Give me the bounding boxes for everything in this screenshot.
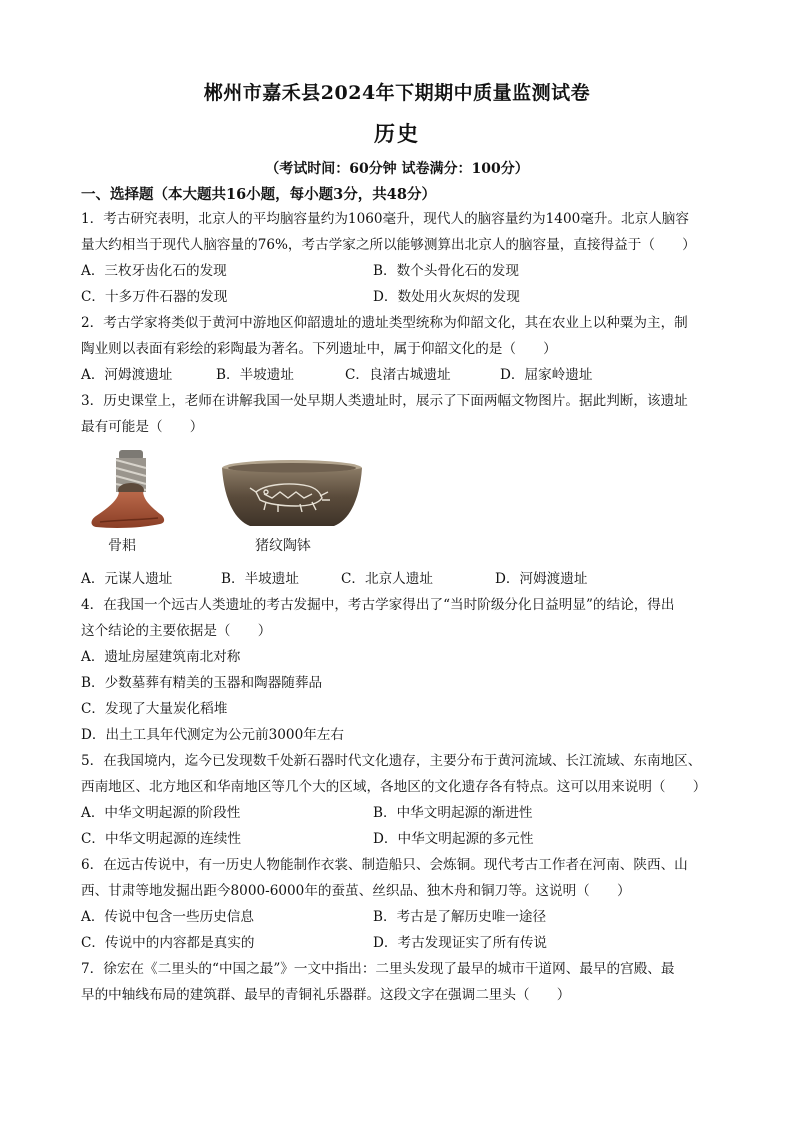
q4-stem-line1: 4．在我国一个远古人类遗址的考古发掘中，考古学家得出了“当时阶级分化日益明显”的结论，得出: [81, 597, 675, 613]
q1-option-c[interactable]: C．十多万件石器的发现: [81, 289, 228, 305]
exam-info: （考试时间：60分钟 试卷满分：100分）: [265, 161, 529, 177]
q4-option-a[interactable]: A．遗址房屋建筑南北对称: [81, 649, 241, 665]
q3-option-c[interactable]: C．北京人遗址: [341, 571, 433, 587]
q6-option-c[interactable]: C．传说中的内容都是真实的: [81, 935, 255, 951]
q3-stem-line2: 最有可能是（ ）: [81, 419, 204, 435]
q1-stem-line2: 量大约相当于现代人脑容量的76%，考古学家之所以能够测算出北京人的脑容量，直接得益于（ ）: [81, 237, 696, 253]
q1-option-a[interactable]: A．三枚牙齿化石的发现: [81, 263, 227, 279]
q2-option-b[interactable]: B．半坡遗址: [216, 367, 294, 383]
q2-option-c[interactable]: C．良渚古城遗址: [345, 367, 451, 383]
q5-option-a[interactable]: A．中华文明起源的阶段性: [81, 805, 241, 821]
q5-option-b[interactable]: B．中华文明起源的渐进性: [373, 805, 533, 821]
q4-stem-line2: 这个结论的主要依据是（ ）: [81, 623, 272, 639]
q1-option-d[interactable]: D．数处用火灰烬的发现: [373, 289, 520, 305]
bone-spade-image: [86, 446, 166, 532]
exam-title: 郴州市嘉禾县2024年下期期中质量监测试卷: [203, 82, 591, 104]
q6-option-a[interactable]: A．传说中包含一些历史信息: [81, 909, 254, 925]
q6-option-d[interactable]: D．考古发现证实了所有传说: [373, 935, 548, 951]
bone-spade-caption: 骨耜: [108, 538, 136, 554]
q4-option-c[interactable]: C．发现了大量炭化稻堆: [81, 701, 228, 717]
subject-title: 历史: [374, 121, 420, 146]
q4-option-d[interactable]: D．出土工具年代测定为公元前3000年左右: [81, 727, 344, 743]
q6-stem-line1: 6．在远古传说中，有一历史人物能制作衣裳、制造船只、会炼铜。现代考古工作者在河南、陕西、山: [81, 857, 688, 873]
q5-stem-line2: 西南地区、北方地区和华南地区等几个大的区域，各地区的文化遗存各有特点。这可以用来说明（ ）: [81, 779, 707, 795]
q1-stem-line1: 1．考古研究表明，北京人的平均脑容量约为1060毫升，现代人的脑容量约为1400毫升。北京人脑容: [81, 211, 689, 227]
q1-option-b[interactable]: B．数个头骨化石的发现: [373, 263, 519, 279]
q2-option-d[interactable]: D．屈家岭遗址: [500, 367, 593, 383]
q3-option-a[interactable]: A．元谋人遗址: [81, 571, 173, 587]
q4-option-b[interactable]: B．少数墓葬有精美的玉器和陶器随葬品: [81, 675, 323, 691]
q6-stem-line2: 西、甘肃等地发掘出距今8000-6000年的蚕茧、丝织品、独木舟和铜刀等。这说明（ ）: [81, 883, 631, 899]
q5-stem-line1: 5．在我国境内，迄今已发现数千处新石器时代文化遗存，主要分布于黄河流域、长江流域、东南地区、: [81, 753, 702, 769]
q6-option-b[interactable]: B．考古是了解历史唯一途径: [373, 909, 547, 925]
q3-option-d[interactable]: D．河姆渡遗址: [495, 571, 588, 587]
pig-bowl-caption: 猪纹陶钵: [255, 538, 311, 554]
q2-stem-line2: 陶业则以表面有彩绘的彩陶最为著名。下列遗址中，属于仰韶文化的是（ ）: [81, 341, 557, 357]
q5-option-d[interactable]: D．中华文明起源的多元性: [373, 831, 534, 847]
q3-stem-line1: 3．历史课堂上，老师在讲解我国一处早期人类遗址时，展示了下面两幅文物图片。据此判断，该遗址: [81, 393, 688, 409]
section-heading: 一、选择题（本大题共16小题，每小题3分，共48分）: [81, 186, 436, 203]
pig-bowl-image: [220, 458, 364, 530]
q2-stem-line1: 2．考古学家将类似于黄河中游地区仰韶遗址的遗址类型统称为仰韶文化，其在农业上以种粟为主，制: [81, 315, 688, 331]
q7-stem-line2: 早的中轴线布局的建筑群、最早的青铜礼乐器群。这段文字在强调二里头（ ）: [81, 987, 571, 1003]
q5-option-c[interactable]: C．中华文明起源的连续性: [81, 831, 241, 847]
q7-stem-line1: 7．徐宏在《二里头的“中国之最”》一文中指出：二里头发现了最早的城市干道网、最早的宫殿、最: [81, 961, 675, 977]
q3-option-b[interactable]: B．半坡遗址: [221, 571, 299, 587]
q2-option-a[interactable]: A．河姆渡遗址: [81, 367, 173, 383]
